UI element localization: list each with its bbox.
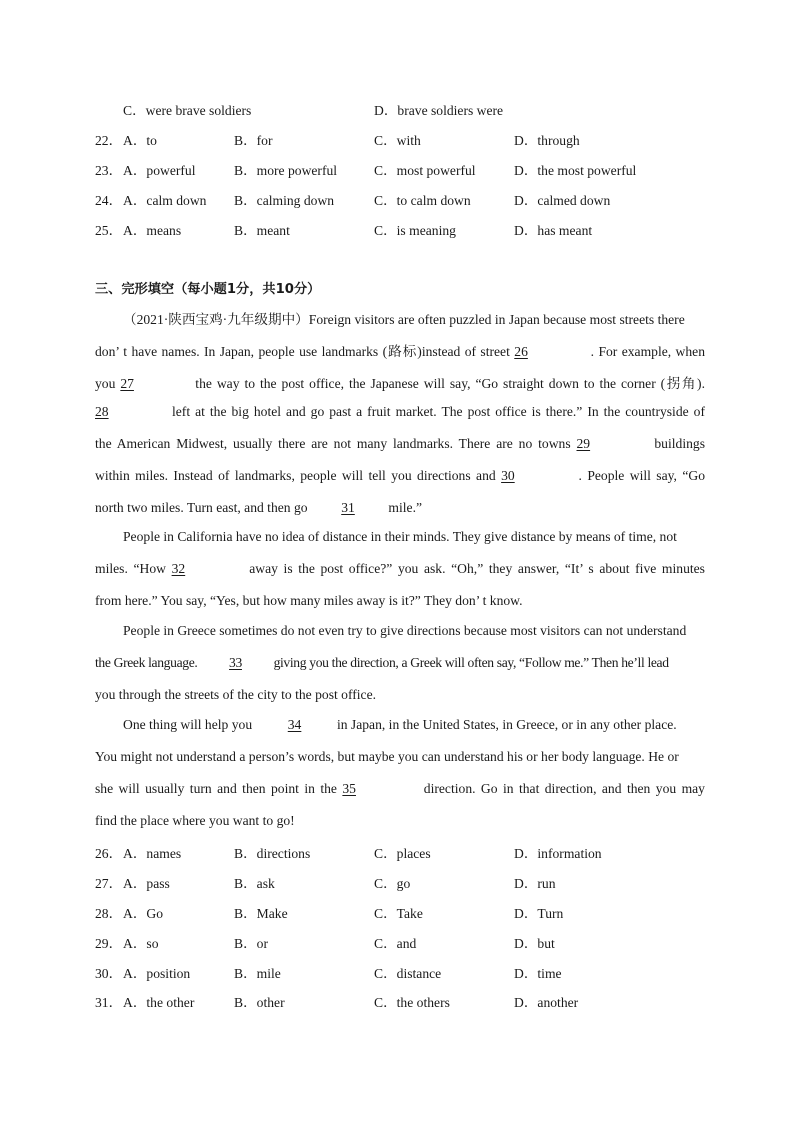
option-b: B．for bbox=[234, 133, 273, 148]
passage-text: buildings bbox=[654, 436, 705, 451]
blank-35[interactable]: 35 bbox=[342, 781, 356, 796]
passage-line bbox=[95, 404, 705, 420]
blank-29[interactable]: 29 bbox=[576, 436, 591, 451]
option-d: D．Turn bbox=[514, 906, 564, 921]
passage-text: direction. Go in that direction, and then you may bbox=[423, 781, 705, 796]
option-a: A．the other bbox=[123, 995, 195, 1010]
option-d: D．but bbox=[514, 936, 555, 951]
option-c: C．most powerful bbox=[374, 163, 476, 178]
question-number: 31． bbox=[95, 995, 123, 1010]
blank-31[interactable]: 31 bbox=[341, 500, 355, 515]
passage-line bbox=[95, 717, 705, 733]
option-b: B．Make bbox=[234, 906, 288, 921]
option-b: B．ask bbox=[234, 876, 275, 891]
option-c: C．and bbox=[374, 936, 417, 951]
passage-line bbox=[95, 500, 705, 516]
option-c: C．places bbox=[374, 846, 431, 861]
passage-text: within miles. Instead of landmarks, people will tell you directions and bbox=[95, 468, 496, 483]
option-a: A．so bbox=[123, 936, 159, 951]
passage-line bbox=[95, 436, 705, 452]
passage-line bbox=[95, 340, 705, 360]
question-number: 22． bbox=[95, 133, 123, 148]
option-c: C．the others bbox=[374, 995, 450, 1010]
passage-text: miles. “How bbox=[95, 561, 166, 576]
passage-line: （2021·陕西宝鸡·九年级期中）Foreign visitors are often puzzled in Japan because most streets there bbox=[123, 312, 685, 327]
option-b: B．mile bbox=[234, 966, 281, 981]
passage-text: away is the post office?” you ask. “Oh,” they answer, “It’ s about five minutes bbox=[249, 561, 705, 576]
passage-text: giving you the direction, a Greek will often say, “Follow me.” Then he’ll lead bbox=[273, 655, 669, 670]
option-c: C．Take bbox=[374, 906, 423, 921]
passage-text: . People will say, “Go bbox=[578, 468, 706, 483]
blank-27[interactable]: 27 bbox=[120, 376, 134, 391]
blank-33[interactable]: 33 bbox=[229, 655, 242, 670]
option-c: C．were brave soldiers bbox=[123, 103, 252, 118]
option-b: B．or bbox=[234, 936, 268, 951]
question-number: 24． bbox=[95, 193, 123, 208]
section-heading: 三、完形填空（每小题1分，共10分） bbox=[95, 282, 321, 297]
option-c: C．to calm down bbox=[374, 193, 471, 208]
passage-text: left at the big hotel and go past a fruit market. The post office is there.” In the countryside of bbox=[172, 404, 705, 419]
passage-text: . For example, when bbox=[590, 344, 705, 359]
option-c: C．go bbox=[374, 876, 411, 891]
option-d: D．another bbox=[514, 995, 579, 1010]
passage-line bbox=[95, 561, 705, 577]
passage-line: from here.” You say, “Yes, but how many miles away is it?” They don’ t know. bbox=[95, 593, 523, 608]
passage-line: you through the streets of the city to the post office. bbox=[95, 687, 377, 702]
question-number: 29． bbox=[95, 936, 123, 951]
blank-34[interactable]: 34 bbox=[287, 717, 302, 732]
blank-30[interactable]: 30 bbox=[501, 468, 515, 483]
option-b: B．other bbox=[234, 995, 285, 1010]
blank-26[interactable]: 26 bbox=[514, 344, 528, 359]
passage-text: the American Midwest, usually there are not many landmarks. There are no towns bbox=[95, 436, 571, 451]
passage-line: find the place where you want to go! bbox=[95, 813, 295, 828]
passage-line: People in California have no idea of distance in their minds. They give distance by means of time, not bbox=[123, 529, 677, 544]
option-c: C．is meaning bbox=[374, 223, 456, 238]
option-d: D．run bbox=[514, 876, 556, 891]
passage-text: you bbox=[95, 376, 116, 391]
passage-text: north two miles. Turn east, and then go bbox=[95, 500, 308, 515]
option-d: D．through bbox=[514, 133, 580, 148]
option-a: A．to bbox=[123, 133, 157, 148]
option-d: D．has meant bbox=[514, 223, 593, 238]
option-a: A．names bbox=[123, 846, 182, 861]
passage-text: she will usually turn and then point in the bbox=[95, 781, 337, 796]
passage-text: One thing will help you bbox=[123, 717, 253, 732]
passage-text: the Greek language. bbox=[95, 655, 198, 670]
option-d: D．information bbox=[514, 846, 602, 861]
option-d: D．time bbox=[514, 966, 562, 981]
option-a: A．position bbox=[123, 966, 191, 981]
question-number: 28． bbox=[95, 906, 123, 921]
passage-line: You might not understand a person’s words, but maybe you can understand his or her body language. He or bbox=[95, 749, 679, 764]
option-d: D．the most powerful bbox=[514, 163, 637, 178]
question-number: 27． bbox=[95, 876, 123, 891]
option-a: A．calm down bbox=[123, 193, 207, 208]
option-d: D．brave soldiers were bbox=[374, 103, 504, 118]
option-b: B．directions bbox=[234, 846, 311, 861]
option-a: A．means bbox=[123, 223, 182, 238]
question-number: 26． bbox=[95, 846, 123, 861]
option-b: B．calming down bbox=[234, 193, 335, 208]
question-number: 23． bbox=[95, 163, 123, 178]
option-c: C．distance bbox=[374, 966, 442, 981]
passage-line bbox=[95, 781, 705, 797]
passage-text: the way to the post office, the Japanese will say, “Go straight down to the corner (拐角). bbox=[195, 376, 705, 391]
option-b: B．meant bbox=[234, 223, 290, 238]
passage-text: in Japan, in the United States, in Greece, or in any other place. bbox=[336, 717, 677, 732]
passage-line bbox=[95, 655, 705, 671]
option-a: A．Go bbox=[123, 906, 164, 921]
passage-line: People in Greece sometimes do not even try to give directions because most visitors can not understand bbox=[123, 623, 687, 638]
passage-line bbox=[95, 468, 705, 484]
blank-32[interactable]: 32 bbox=[171, 561, 186, 576]
option-a: A．powerful bbox=[123, 163, 196, 178]
question-number: 30． bbox=[95, 966, 123, 981]
passage-line bbox=[95, 372, 705, 392]
passage-text: mile.” bbox=[388, 500, 422, 515]
option-b: B．more powerful bbox=[234, 163, 338, 178]
passage-text: don’ t have names. In Japan, people use landmarks (路标)instead of street bbox=[95, 344, 510, 359]
option-d: D．calmed down bbox=[514, 193, 611, 208]
option-c: C．with bbox=[374, 133, 421, 148]
question-number: 25． bbox=[95, 223, 123, 238]
option-a: A．pass bbox=[123, 876, 170, 891]
blank-28[interactable]: 28 bbox=[95, 404, 109, 419]
